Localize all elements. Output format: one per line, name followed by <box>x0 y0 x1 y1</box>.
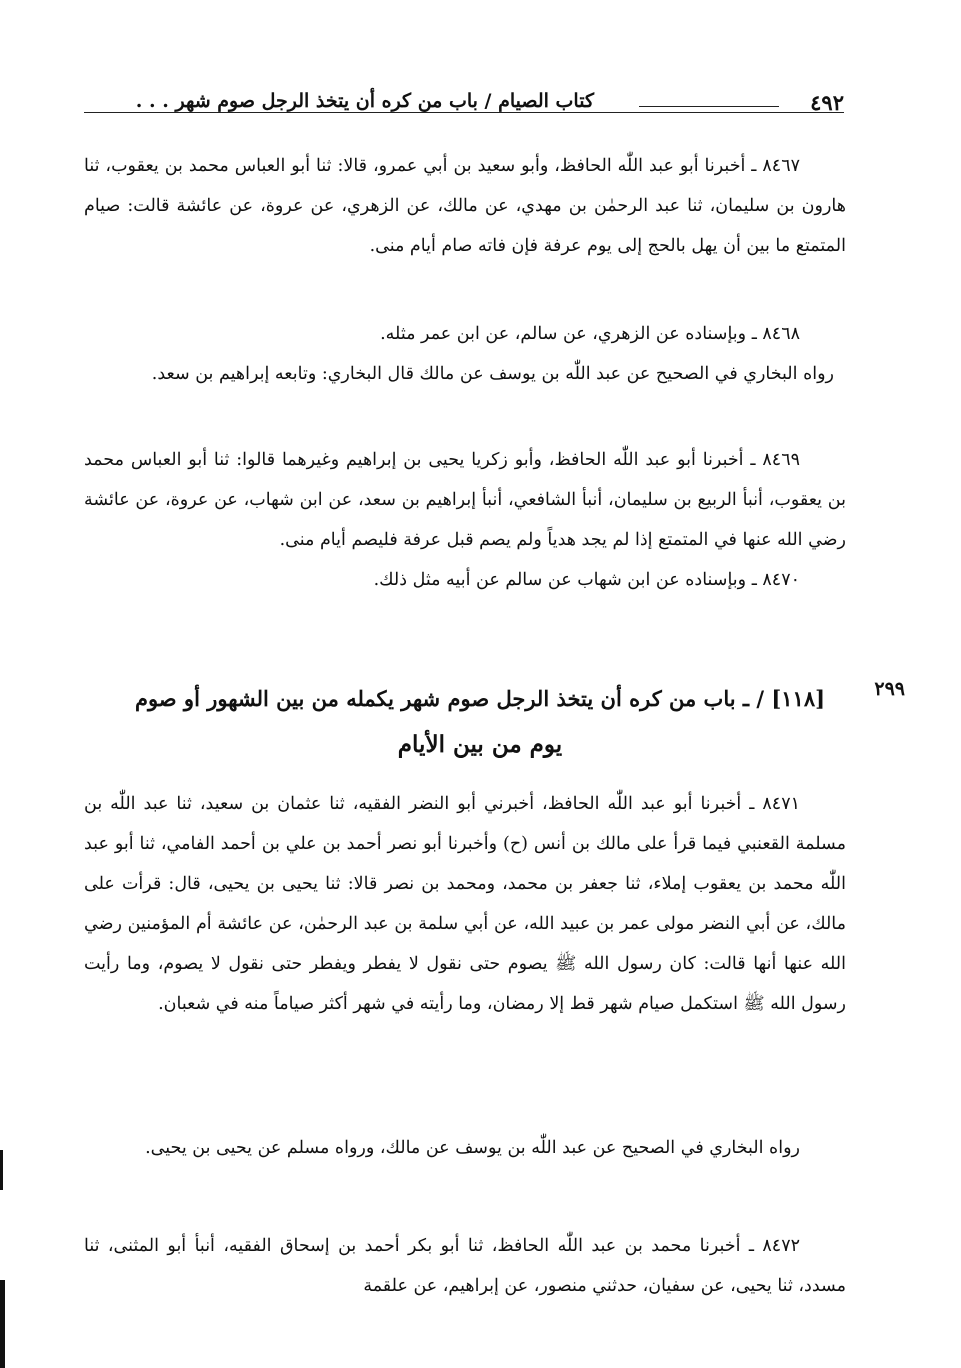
page-number: ٤٩٢ <box>810 90 844 115</box>
running-head <box>84 88 844 126</box>
paragraph: رواه البخاري في الصحيح عن عبد اللّٰه بن يوسف عن مالك قال البخاري: وتابعه إبراهيم بن سعد. <box>151 364 834 384</box>
running-head-rule <box>84 112 844 113</box>
paragraph: رواه البخاري في الصحيح عن عبد اللّٰه بن يوسف عن مالك، ورواه مسلم عن يحيى بن يحيى. <box>145 1138 800 1158</box>
scan-edge-mark <box>0 1150 3 1190</box>
hadith-8467 <box>84 146 846 266</box>
running-head-title: كتاب الصيام / باب من كره أن يتخذ الرجل صوم شهر . . . <box>135 90 594 112</box>
chapter-heading <box>120 676 840 768</box>
chapter-heading-line: [١١٨] / ـ باب من كره أن يتخذ الرجل صوم شهر يكمله من بين الشهور أو صوم <box>134 686 826 711</box>
narration-note <box>84 1128 846 1168</box>
paragraph: ٨٤٧١ ـ أخبرنا أبو عبد اللّٰه الحافظ، أخبرني أبو النضر الفقيه، ثنا عثمان بن سعيد، ثنا عبد اللّٰه بن مسلمة القعنبي فيما قرأ على مالك بن أنس (ح) وأخبرنا أبو نصر أحمد بن علي بن أحمد الفامي، ثنا أبو عبد اللّٰه محمد بن يعقوب إملاء، ثنا جعفر بن محمد، ومحمد بن نصر قالا: ثنا يحيى بن يحيى، قال: قرأت على مالك، عن أبي النضر مولى عمر بن عبيد الله، عن أبي سلمة بن عبد الرحمٰن، عن عائشة أم المؤمنين رضي الله عنها أنها قالت: كان رسول الله ﷺ يصوم حتى نقول لا يفطر ويفطر حتى نقول لا يصوم، وما رأيت رسول الله ﷺ استكمل صيام شهر قط إلا رمضان، وما رأيته في شهر أكثر صياماً منه في شعبان. <box>84 794 846 1014</box>
chapter-heading-line: يوم من بين الأيام <box>397 731 563 758</box>
hadith-8471 <box>84 784 846 1024</box>
paragraph: ٨٤٦٧ ـ أخبرنا أبو عبد اللّٰه الحافظ، وأبو سعيد بن أبي عمرو، قالا: ثنا أبو العباس محمد بن يعقوب، ثنا هارون بن سليمان، ثنا عبد الرحمٰن بن مهدي، عن مالك، عن الزهري، عن عروة، عن عائشة قالت: صيام المتمتع ما بين أن يهل بالحج إلى يوم عرفة فإن فاته صام أيام منى. <box>84 156 846 256</box>
scan-edge-mark <box>0 1280 5 1368</box>
hadith-8472 <box>84 1226 846 1306</box>
hadith-8469 <box>84 440 846 600</box>
paragraph: ٨٤٧٠ ـ وبإسناده عن ابن شهاب عن سالم عن أبيه مثل ذلك. <box>373 570 800 590</box>
paragraph: ٨٤٧٢ ـ أخبرنا محمد بن عبد اللّٰه الحافظ، ثنا أبو بكر أحمد بن إسحاق الفقيه، أنبأ أبو المثنى، ثنا مسدد، ثنا يحيى، عن سفيان، حدثني منصور، عن إبراهيم، عن علقمة <box>84 1236 846 1296</box>
paragraph: ٨٤٦٨ ـ وبإسناده عن الزهري، عن سالم، عن ابن عمر مثله. <box>380 324 800 344</box>
hadith-8468 <box>84 314 846 394</box>
paragraph: ٨٤٦٩ ـ أخبرنا أبو عبد اللّٰه الحافظ، وأبو زكريا يحيى بن إبراهيم وغيرهما قالوا: ثنا أبو العباس محمد بن يعقوب، أنبأ الربيع بن سليمان، أنبأ الشافعي، أنبأ إبراهيم بن سعد، عن ابن شهاب، عن عروة، عن عائشة رضي الله عنها في المتمتع إذا لم يجد هدياً ولم يصم قبل عرفة فليصم أيام منى. <box>84 450 846 550</box>
margin-page-reference: ٢٩٩ <box>874 678 905 700</box>
running-head-dash <box>639 106 779 107</box>
